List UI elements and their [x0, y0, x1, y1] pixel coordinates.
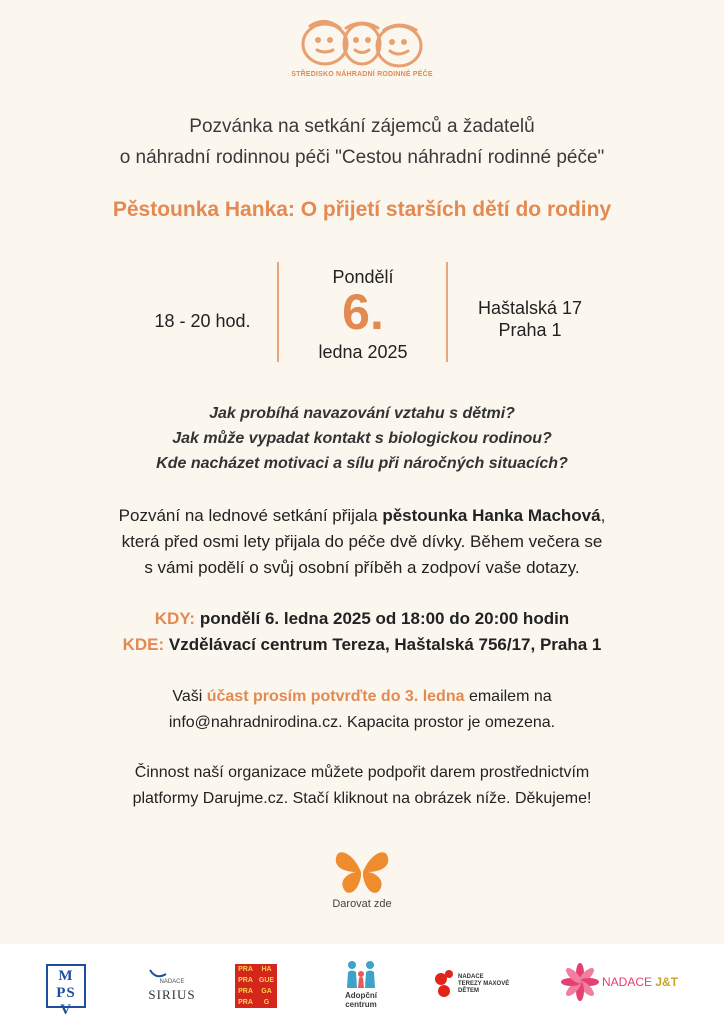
jt-prefix: NADACE: [602, 975, 656, 989]
event-time: 18 - 20 hod.: [154, 311, 251, 331]
address-street: Haštalská 17: [477, 298, 583, 318]
question-1: Jak probíhá navazování vztahu s dětmi?: [209, 405, 515, 422]
terezy-line-3: DĚTEM: [458, 988, 479, 994]
event-day-number: 6.: [342, 284, 384, 340]
family-icon: [343, 958, 379, 990]
logo-caption: STŘEDISKO NÁHRADNÍ RODINNÉ PÉČE: [291, 71, 433, 78]
sirius-small: NADACE: [159, 979, 185, 985]
body-line-1: [0, 503, 724, 529]
donate-label[interactable]: Darovat zde: [332, 898, 392, 910]
body-line-2: která před osmi lety přijala do péče dvě dívky. Během večera se: [121, 532, 603, 551]
hearts-icon: [432, 968, 456, 998]
confirm-line-1: [0, 684, 724, 710]
jt-name: J&T: [655, 975, 679, 989]
praha-logo: [235, 964, 277, 1008]
confirm-deadline: účast prosím potvrďte do 3. ledna: [206, 688, 465, 705]
divider-right: [446, 262, 448, 362]
where-label: KDE:: [122, 635, 165, 654]
confirm-prefix: Vaši: [172, 688, 207, 705]
support-text: [0, 760, 724, 812]
jt-text: [602, 975, 690, 989]
invitation-line-2: o náhradní rodinnou péči "Cestou náhradní rodinné péče": [119, 147, 605, 168]
mpsv-label: MPSV: [56, 968, 76, 1018]
adopcni-line-2: centrum: [345, 1000, 377, 1009]
sirius-name: SIRIUS: [148, 987, 196, 1002]
event-title: Pěstounka Hanka: O přijetí starších dětí do rodiny: [112, 198, 612, 221]
event-day-name: Pondělí: [332, 267, 394, 287]
praha-cell: PRA: [238, 988, 253, 995]
support-line-2: platformy Darujme.cz. Stačí kliknout na obrázek níže. Děkujeme!: [132, 790, 592, 807]
support-line-1: Činnost naší organizace můžete podpořit darem prostřednictvím: [134, 764, 590, 781]
terezy-maxove-logo: [432, 968, 522, 1004]
butterfly-icon[interactable]: [332, 848, 392, 896]
praha-cell: PRA: [238, 966, 253, 973]
praha-cell: G: [263, 999, 270, 1006]
adopcni-line-1: Adopční: [345, 991, 377, 1000]
questions: [0, 401, 724, 476]
mpsv-logo: [46, 964, 86, 1018]
invitation-line-1: Pozvánka na setkání zájemců a žadatelů: [189, 116, 535, 137]
nadace-jt-logo: [560, 962, 690, 1006]
adopcni-text: [336, 991, 386, 1009]
confirm-text: [0, 684, 724, 736]
when-where: [0, 606, 724, 658]
praha-cell: PRA: [238, 999, 253, 1006]
when-line: [0, 606, 724, 632]
question-3: Kde nacházet motivaci a sílu při náročných situacích?: [156, 455, 568, 472]
event-address: [455, 297, 605, 341]
confirm-suffix: emailem na: [464, 688, 552, 705]
body-line-3: s vámi podělí o svůj osobní příběh a zodpoví vaše dotazy.: [144, 558, 580, 577]
praha-cell: PRA: [238, 977, 253, 984]
terezy-text: [458, 974, 522, 995]
where-value: Vzdělávací centrum Tereza, Haštalská 756/17, Praha 1: [168, 635, 602, 654]
when-label: KDY:: [154, 609, 196, 628]
event-month-year: ledna 2025: [318, 342, 408, 362]
confirm-line-2[interactable]: info@nahradnirodina.cz. Kapacita prostor je omezena.: [168, 714, 556, 731]
divider-left: [277, 262, 279, 362]
body-text: [0, 503, 724, 581]
praha-cell: GUE: [258, 977, 275, 984]
address-city: Praha 1: [498, 320, 562, 340]
mpsv-text: [48, 968, 84, 1019]
guest-name: pěstounka Hanka Machová: [382, 506, 601, 525]
when-value: pondělí 6. ledna 2025 od 18:00 do 20:00 hodin: [199, 609, 570, 628]
terezy-line-2: TEREZY MAXOVÉ: [458, 981, 510, 987]
terezy-line-1: NADACE: [458, 974, 484, 980]
adopcni-centrum-logo: [336, 958, 386, 1020]
body-part-1: Pozvání na lednové setkání přijala: [118, 506, 383, 525]
flower-icon: [560, 962, 600, 1002]
sponsors-footer: [0, 944, 724, 1024]
sirius-logo: [144, 968, 200, 1008]
body-part-2: ,: [600, 506, 606, 525]
where-line: [0, 632, 724, 658]
question-2: Jak může vypadat kontakt s biologickou rodinou?: [172, 430, 552, 447]
praha-cell: HA: [261, 966, 272, 973]
praha-cell: GA: [261, 988, 272, 995]
